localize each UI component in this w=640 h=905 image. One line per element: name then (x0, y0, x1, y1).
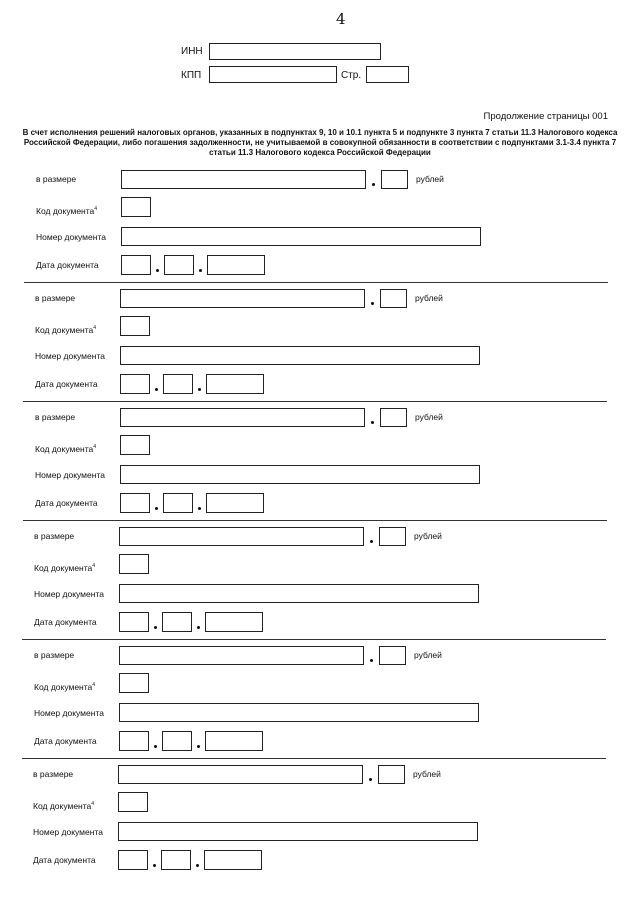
amount-rubles-field[interactable] (121, 170, 366, 189)
amount-label: в размере (36, 174, 77, 184)
amount-label: в размере (35, 293, 76, 303)
currency-label: рублей (414, 531, 442, 541)
date-dot (153, 864, 156, 867)
document-number-label: Номер документа (33, 827, 103, 837)
amount-kopecks-field[interactable] (379, 646, 406, 665)
document-number-label: Номер документа (34, 589, 104, 599)
document-code-text: Код документа (35, 444, 94, 454)
date-month-field[interactable] (162, 731, 192, 751)
date-month-field[interactable] (161, 850, 191, 870)
document-code-field[interactable] (121, 197, 151, 217)
document-code-text: Код документа (34, 563, 93, 573)
amount-kopecks-field[interactable] (379, 527, 406, 546)
document-code-label (35, 444, 96, 454)
date-year-field[interactable] (206, 374, 264, 394)
decimal-dot (370, 659, 373, 662)
document-number-label: Номер документа (35, 351, 105, 361)
amount-label: в размере (35, 412, 76, 422)
date-dot (155, 507, 158, 510)
date-month-field[interactable] (164, 255, 194, 275)
date-day-field[interactable] (118, 850, 148, 870)
decimal-dot (370, 540, 373, 543)
document-code-field[interactable] (118, 792, 148, 812)
footnote-mark: 4 (92, 682, 96, 689)
footnote-mark: 4 (93, 444, 97, 451)
document-number-field[interactable] (118, 822, 478, 841)
decimal-dot (371, 302, 374, 305)
document-number-label: Номер документа (34, 708, 104, 718)
date-dot (155, 388, 158, 391)
handwritten-page-mark: 4 (336, 10, 346, 28)
document-date-label: Дата документа (35, 379, 98, 389)
currency-label: рублей (415, 293, 443, 303)
document-date-label: Дата документа (36, 260, 99, 270)
document-number-field[interactable] (121, 227, 481, 246)
date-dot (154, 626, 157, 629)
amount-label: в размере (34, 531, 75, 541)
amount-rubles-field[interactable] (118, 765, 363, 784)
document-date-label: Дата документа (35, 498, 98, 508)
date-dot (198, 388, 201, 391)
date-dot (197, 626, 200, 629)
date-year-field[interactable] (207, 255, 265, 275)
currency-label: рублей (415, 412, 443, 422)
amount-rubles-field[interactable] (120, 289, 365, 308)
amount-label: в размере (33, 769, 74, 779)
date-month-field[interactable] (163, 374, 193, 394)
document-code-field[interactable] (120, 435, 150, 455)
section-separator (23, 520, 607, 521)
date-year-field[interactable] (205, 612, 263, 632)
footnote-mark: 4 (93, 325, 97, 332)
date-day-field[interactable] (120, 374, 150, 394)
document-number-field[interactable] (119, 703, 479, 722)
document-code-text: Код документа (36, 206, 95, 216)
date-dot (199, 269, 202, 272)
footnote-mark: 4 (94, 206, 98, 213)
decimal-dot (369, 778, 372, 781)
document-code-label (34, 563, 95, 573)
date-dot (198, 507, 201, 510)
currency-label: рублей (416, 174, 444, 184)
date-day-field[interactable] (119, 731, 149, 751)
document-number-field[interactable] (119, 584, 479, 603)
amount-kopecks-field[interactable] (380, 289, 407, 308)
document-date-label: Дата документа (34, 736, 97, 746)
amount-rubles-field[interactable] (119, 527, 364, 546)
inn-label: ИНН (181, 46, 203, 57)
amount-kopecks-field[interactable] (381, 170, 408, 189)
date-month-field[interactable] (163, 493, 193, 513)
document-code-text: Код документа (33, 801, 92, 811)
decimal-dot (372, 183, 375, 186)
section-separator (24, 282, 608, 283)
document-code-text: Код документа (34, 682, 93, 692)
decimal-dot (371, 421, 374, 424)
amount-kopecks-field[interactable] (380, 408, 407, 427)
document-code-field[interactable] (119, 554, 149, 574)
document-code-label (34, 682, 95, 692)
document-number-field[interactable] (120, 346, 480, 365)
document-code-field[interactable] (120, 316, 150, 336)
page-number-field[interactable] (366, 66, 409, 83)
currency-label: рублей (413, 769, 441, 779)
amount-label: в размере (34, 650, 75, 660)
section-separator (22, 758, 606, 759)
kpp-label: КПП (181, 70, 202, 81)
amount-rubles-field[interactable] (119, 646, 364, 665)
date-dot (156, 269, 159, 272)
date-dot (197, 745, 200, 748)
date-dot (154, 745, 157, 748)
date-day-field[interactable] (121, 255, 151, 275)
document-code-label (35, 325, 96, 335)
document-date-label: Дата документа (33, 855, 96, 865)
document-number-label: Номер документа (36, 232, 106, 242)
currency-label: рублей (414, 650, 442, 660)
inn-field[interactable] (209, 43, 381, 60)
section-title: В счет исполнения решений налоговых органов, указанных в подпунктах 9, 10 и 10.1 пункта 5 и подпункте 3 пункта 7 статьи 11.3 Налогового кодекса Российской Федерации, либо погашения задолженности, не учитываемой в совокупной обязанности в соответствии с подпунктами 3.1-3.4 пункта 7 статьи 11.3 Налогового кодекса Российской Федерации (22, 128, 618, 157)
continuation-note: Продолжение страницы 001 (483, 111, 608, 122)
page-label: Стр. (341, 70, 362, 81)
footnote-mark: 4 (92, 563, 96, 570)
document-number-label: Номер документа (35, 470, 105, 480)
section-separator (22, 639, 606, 640)
document-code-text: Код документа (35, 325, 94, 335)
document-code-label (36, 206, 97, 216)
date-day-field[interactable] (119, 612, 149, 632)
section-separator (23, 401, 607, 402)
document-number-field[interactable] (120, 465, 480, 484)
amount-kopecks-field[interactable] (378, 765, 405, 784)
document-date-label: Дата документа (34, 617, 97, 627)
date-month-field[interactable] (162, 612, 192, 632)
kpp-field[interactable] (209, 66, 337, 83)
date-dot (196, 864, 199, 867)
date-year-field[interactable] (205, 731, 263, 751)
date-year-field[interactable] (206, 493, 264, 513)
document-code-field[interactable] (119, 673, 149, 693)
footnote-mark: 4 (91, 801, 95, 808)
amount-rubles-field[interactable] (120, 408, 365, 427)
date-day-field[interactable] (120, 493, 150, 513)
document-code-label (33, 801, 94, 811)
date-year-field[interactable] (204, 850, 262, 870)
